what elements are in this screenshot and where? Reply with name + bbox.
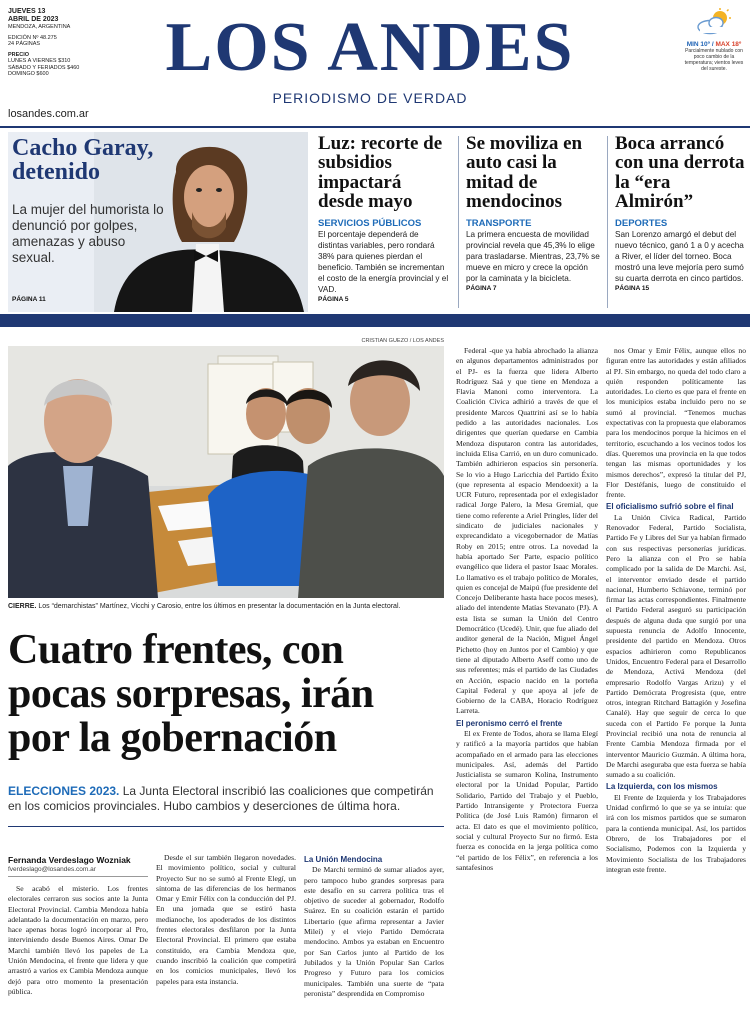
page-count: 24 PÁGINAS [8, 41, 41, 47]
weather-note: Parcialmente nublado con poco cambio de la temperatura; vientos leves del sureste. [684, 48, 744, 72]
teaser-garay-page: PÁGINA 11 [12, 296, 46, 303]
col5c-text: El Frente de Izquierda y los Trabajadores Unidad confirmó lo que se ya se intuía: que irá con los mismos partidos que se sumaron para la contienda municipal. Así, los partidos Obrero, de los Trabajadores por el Socialismo, Podemos con la Izquierda y Movimiento Socialista de los Trabajadores integran este frente. [606, 792, 746, 874]
teaser-boca-page: PÁGINA 15 [615, 284, 650, 292]
col5-subhead-2: La Izquierda, con los mismos [606, 782, 718, 792]
edition-number: EDICIÓN Nº 48.275 [8, 34, 57, 41]
photo-credit: CRISTIAN GUEZO / LOS ANDES [361, 338, 444, 344]
teaser-transporte-kicker: TRANSPORTE [466, 217, 532, 229]
photo-caption [8, 603, 444, 610]
city: MENDOZA, ARGENTINA [8, 24, 71, 30]
col1-text: Se acabó el misterio. Los frentes electorales cerraron sus socios ante la Junta Electoral Provincial. Cambia Mendoza había adelantado la documentación en marzo, pero hace apenas horas logró incorporar al Pro, interviniendo desde Buenos Aires. Omar De Marchi también llevó los papeles de La Unión Mendocina, el frente que lidera y que arrastró a varios ex Cambia Mendoza aunque dejó para otro momento la presentación pública. [8, 884, 148, 996]
col3-text: De Marchi terminó de sumar aliados ayer, pero tampoco hubo grandes sorpresas para este desafío en su carrera política tras el objetivo de suceder al gobernador, Rodolfo Suárez. En su coalición estarán el partido Libertario (que afirma representar a Javier Mileí) y el viejo Partido Demócrata mendocino. Ambos ya estaban en Encuentro por San Carlos junto al Partido de los Jubilados y la Unión Popular San Carlos Progreso y Futuro para los comicios municipales. También una suerte de “pata peronista” desprendida en Compromiso [304, 865, 444, 998]
site-url[interactable]: losandes.com.ar [8, 108, 89, 120]
weather-box: MIN 10º / MAX 18º Parcialmente nublado con poco cambio de la temperatura; vientos leves del sureste. [684, 8, 744, 72]
teaser-garay[interactable] [8, 132, 308, 312]
price-sunday: DOMINGO $600 [8, 71, 49, 77]
main-headline[interactable]: Cuatro frentes, con pocas sorpresas, irán por la gobernación [8, 627, 374, 761]
col4-subhead: El peronismo cerró el frente [456, 718, 563, 728]
teaser-transporte-headline: Se moviliza en auto casi la mitad de mendocinos [466, 133, 583, 213]
article-col-1 [8, 884, 148, 1032]
main-photo [8, 346, 444, 598]
edition-info [8, 8, 98, 78]
author-email[interactable]: fverdeslago@losandes.com.ar [8, 866, 96, 873]
teaser-luz-kicker: SERVICIOS PÚBLICOS [318, 217, 422, 229]
col4b-text: El ex Frente de Todos, ahora se llama Elegí y ratificó a la mayoría partidos que habían acompañado en el armado para las elecciones municipales. Así, además del Partido Justicialista se sumaron Kolina, Instrumento electoral por la Unidad Popular, Partido Solidario, Partido del Trabajo y el Pueblo, Partido Intransigente y Protectora Fuerza Política (de José Luis Ramón) firmaron el acta. El dato es que el movimiento político, social y cultural Proyecto Sur no firmó. Esta fuerza es conocida en la jerga política como “el partido de los Félix”, en referencia a los santafesinos [456, 728, 598, 872]
header-rule [0, 126, 750, 128]
col5-subhead: El oficialismo sufrió sobre el final [606, 502, 734, 512]
date-month: ABRIL DE 2023 [8, 16, 59, 23]
col5-text: nos Omar y Emir Félix, aunque ellos no figuran entre las autoridades y están afiliados al PJ. Sin embargo, no queda del todo claro a quién responden políticamente las autoridades. Lo cierto es que para el frente en los municipios estaba incluido pero no se sumó al provincial. “Tenemos muchas expectativas con la propuesta que elaboramos para los mendocinos porque la hicimos en el territorio, escuchando a los vecinos todos los días. Queremos una provincia en la que todos tengan las mismas oportunidades y los mismos derechos”, expresó la titular del PJ, Flor Destéfanis, luego de constituido el frente. [606, 346, 746, 500]
teaser-garay-subhead: La mujer del humorista lo denunció por golpes, amenazas y abuso sexual. [12, 202, 164, 265]
lead-text: La Junta Electoral inscribió las coaliciones que competirán en los comicios provinciales. Hubo cambios y deserciones de última hora. [8, 784, 434, 813]
teaser-boca-kicker: DEPORTES [615, 217, 668, 229]
newspaper-logo: LOS ANDES [165, 9, 575, 86]
caption-lead: CIERRE. [8, 603, 37, 610]
article-col-4 [456, 346, 598, 1032]
col4-text: Federal -que ya había abrochado la alianza en algunos departamentos administrados por el PJ- es la fuerza que lidera Alberto Rodríguez Saá y que tiene en Mendoza a Flavia Manoni como interventora. La Coalición Cívica adhirió a través de que el presidente Marcos Quattrini así se lo había pedido a las autoridades nacionales. Los dirigentes que querían quedarse en Cambia Mendoza disputaron contra las autoridades, incluida Elisa Carrió, en un duro comunicado. También adhirieron espacios sin personería. Se lo vio a Hugo Laricchia del Partido Éxito (que representa al espacio Mendoexit) a la UCR Futuro, representada por el exlegislador radical Jorge Palero, la Mesa Gremial, que tiene como referente a Ariel Pringles, líder del sindicato de judiciales nacionales y exprecandidato a vicegobernador de Matías Roby en 2015; entre otros. La novedad la había aportado Ser Parte, espacio político evangélico que lidera el pastor Isaac Morales. Lo llamativo es el trabajo político de Morales, quien es concejal de Maipú (fue presidente del Concejo Deliberante hasta hace pocos meses), aliado del intendente Matías Stevanato (PJ). A esta lista se suman la Unión del Centro Democrático (Ucedé). Unir, que fue aliado del auditor general de la Nación, Miguel Ángel Pichetto (hoy en Juntos por el Cambio) y que tiene al diputado Alberto Aseff como uno de sus referentes; más el partido de las Ciudades en Acción, espacio nacido en la porteña Capital Federal y que apoya al jefe de Gobierno de la CABA, Horacio Rodríguez Larreta. [456, 346, 598, 716]
col3-subhead: La Unión Mendocina [304, 855, 383, 864]
teaser-transporte-page: PÁGINA 7 [466, 284, 497, 292]
lead-rule [8, 826, 444, 827]
byline-rule [8, 876, 148, 877]
col5b-text: La Unión Cívica Radical, Partido Renovador Federal, Partido Socialista, Partido Fe y Libres del Sur ya habían firmado con sus respectivas personerías jurídicas. Pero la alianza con el Pro se había complicado por la salida de De Marchi. Así, el interventor enviado desde el partido nacional, Humberto Schiavone, terminó por firmar las actas correspondientes. Finalmente el Partido Federal aseguró su participación después de alguna duda que surgió por una supuesta renuncia de Adolfo Innocente, presidente del partido en Mendoza. Otros espacios adhirieron como Republicanos Unidos, Encuentro Federal para el Desarrollo de Mendoza, Activá Mendoza (del empresario Rodolfo Vargas Arizu) y el Partido Demócrata Progresista (que, entre otros, integran Ritchard Battagión y Josefina Canalé). Hay que seguir de cerca lo que suceda con el Partido Fe porque la Junta Provincial recibió una nota de renuncia al Frente Cambia Mendoza firmada por el interventor Mauricio Guzmán. A última hora, De Marchi aseguraba que esta fuerza se había sumado a su coalición. [606, 512, 746, 780]
date-day: JUEVES 13 [8, 8, 46, 15]
section-bar [0, 314, 750, 327]
temp-max: MAX 18º [715, 41, 742, 48]
teaser-boca-body: San Lorenzo amargó el debut del nuevo técnico, ganó 1 a 0 y acecha a River, el líder del torneo. Boca mostró una leve mejoría pero sumó su cuarta derrota en cinco partidos. [615, 229, 744, 283]
teaser-garay-headline: Cacho Garay, detenido [12, 135, 154, 186]
teaser-luz[interactable] [318, 134, 450, 303]
article-col-2 [156, 853, 296, 1033]
tagline: PERIODISMO DE VERDAD [272, 90, 468, 106]
teaser-boca-headline: Boca arrancó con una derrota la “era Almirón” [615, 133, 745, 213]
lead-kicker: ELECCIONES 2023. [8, 784, 120, 798]
col2-text: Desde el sur también llegaron novedades. El movimiento político, social y cultural Proyecto Sur no se sumó al Frente Elegí, un síntoma de las diferencias de los hermanos Omar y Emir Félix con la conducción del PJ. En una jornada que se estiró hasta medianoche, los apoderados de los distintos frentes electorales desfilaron por la Junta Electoral Provincial. El primero que estaba constituido, era Cambia Mendoza que, cuando inscribió la coalición que competirá en los comicios municipales, llevó los papeles para esta instancia. [156, 853, 296, 986]
main-lead [8, 784, 444, 814]
divider [458, 136, 459, 308]
caption-text: Los “demarchistas” Martínez, Vicchi y Carosio, entre los últimos en presentar la documentación en la Junta electoral. [36, 603, 401, 610]
teaser-luz-page: PÁGINA 5 [318, 295, 349, 303]
article-col-5 [606, 346, 746, 1032]
teaser-luz-headline: Luz: recorte de subsidios impactará desde mayo [318, 133, 443, 213]
teaser-boca[interactable] [615, 134, 745, 292]
divider [607, 136, 608, 308]
price-saturday: SÁBADO Y FERIADOS $460 [8, 64, 80, 71]
article-col-3 [304, 853, 444, 1033]
temp-min: MIN 10º [686, 41, 711, 48]
price-label: PRECIO [8, 51, 30, 58]
byline: Fernanda Verdeslago Wozniak [8, 855, 131, 865]
teaser-transporte[interactable] [466, 134, 600, 292]
teaser-transporte-body: La primera encuesta de movilidad provincial revela que 45,3% lo elige para trasladarse. Mientras, 23,7% se mueve en micro y crece la opción por la caminata y la bicicleta. [466, 229, 600, 283]
price-weekday: LUNES A VIERNES $310 [8, 58, 71, 64]
teaser-luz-body: El porcentaje dependerá de distintas variables, pero rondará 38% para quienes pierdan el beneficio. También se incrementan el costo de la energía provincial y el VAD. [318, 229, 449, 294]
partly-cloudy-icon [694, 8, 734, 36]
